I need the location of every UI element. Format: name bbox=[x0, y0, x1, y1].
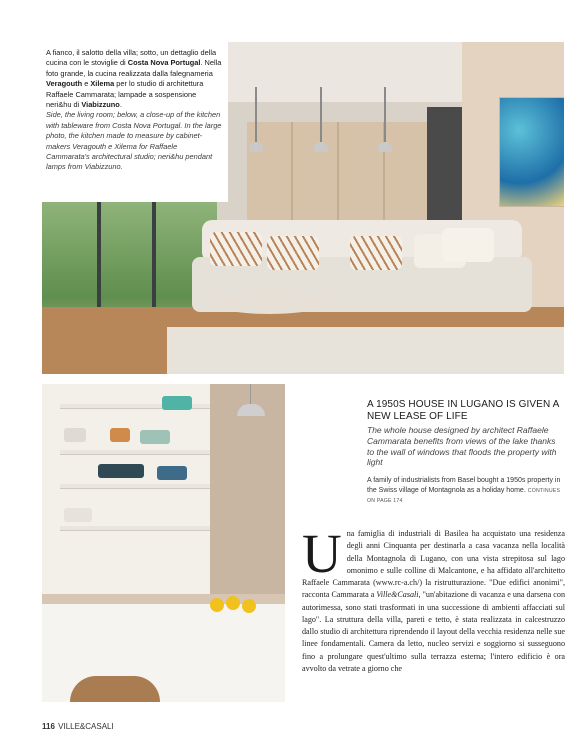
bowl bbox=[162, 396, 192, 410]
plate-stack bbox=[64, 428, 86, 442]
continues-note: CONTINUES ON PAGE 174 bbox=[367, 488, 561, 504]
cups bbox=[140, 430, 170, 444]
rug bbox=[167, 327, 564, 374]
article-summary bbox=[367, 476, 567, 506]
shelf bbox=[60, 484, 210, 489]
wood-panel bbox=[210, 384, 285, 599]
cups bbox=[110, 428, 130, 442]
glasses bbox=[157, 466, 187, 480]
plate-stack bbox=[64, 508, 92, 522]
photo-caption bbox=[42, 42, 228, 202]
pendant-cord bbox=[250, 384, 251, 406]
page-folio bbox=[42, 722, 114, 731]
coffee-table bbox=[212, 292, 327, 314]
page-number: 116 bbox=[42, 722, 55, 731]
shelf bbox=[60, 450, 210, 455]
lemon bbox=[210, 598, 224, 612]
kitchen-detail-photo bbox=[42, 384, 285, 702]
cushion bbox=[442, 228, 494, 262]
caption-english: Side, the living room; below, a close-up of the kitchen with tableware from Costa Nova Portugal. In the large photo, the kitchen made to measure by cabinet-makers Veragouth e Xilema for Raffaele Cammarata's architectural studio; neri&hu pendant lamps from Viabizzuno. bbox=[46, 110, 222, 172]
cushion bbox=[267, 236, 319, 270]
chair bbox=[70, 676, 160, 702]
caption-italian: A fianco, il salotto della villa; sotto, un dettaglio della cucina con le stoviglie di Costa Nova Portugal. Nella foto grande, la cucina realizzata dalla falegnameria Veragouth e Xilema per lo studio di architettura Raffaele Cammarata; lampade a sospensione neri&hu di Viabizzuno. bbox=[46, 48, 222, 110]
magazine-name: VILLE&CASALI bbox=[58, 722, 114, 731]
cushion bbox=[350, 236, 402, 270]
lemon bbox=[242, 599, 256, 613]
lemon bbox=[226, 596, 240, 610]
drop-cap: U bbox=[302, 523, 342, 584]
glasses bbox=[98, 464, 144, 478]
painting bbox=[499, 97, 564, 207]
cushion bbox=[210, 232, 262, 266]
shelf bbox=[60, 526, 210, 531]
pendant-lamp bbox=[384, 87, 386, 142]
summary-text: A family of industrialists from Basel bought a 1950s property in the Swiss village of Montagnola as a holiday home. bbox=[367, 477, 561, 494]
article-standfirst: The whole house designed by architect Raffaele Cammarata benefits from views of the lake thanks to the wall of windows that floods the property with light bbox=[367, 425, 557, 468]
article-headline: A 1950S HOUSE IN LUGANO IS GIVEN A NEW LEASE OF LIFE bbox=[367, 399, 559, 422]
pendant-lamp bbox=[255, 87, 257, 142]
article-body bbox=[302, 523, 565, 675]
body-paragraph: na famiglia di industriali di Basilea ha acquistato una residenza degli anni Cinquanta per destinarla a casa vacanza nella località della Montagnola di Lugano, con una vista strepitosa sul lago omonimo e sulle colline di Malcantone, e ha affidato all'architetto Raffaele Cammarata (www.rc-a.ch/) la ristrutturazione. "Due edifici anonimi", racconta Cammarata a Ville&Casali, "un'abitazione di vacanza e una darsena con autorimessa, sono stati trasformati in una successione di ambienti affacciati sul lago". La struttura della villa, pareti e tetto, è stata realizzata in calcestruzzo dallo studio di architettura riprendendo il layout della vecchia residenza nelle sue linee fondamentali. Camera da letto, nucleo servizi e soggiorno si susseguono fino a prolungare quest'ultimo sulla terrazza esterna; l'intero edificio è ora avvolto da vetrate a giorno che bbox=[302, 529, 565, 673]
pendant-lamp bbox=[320, 87, 322, 142]
